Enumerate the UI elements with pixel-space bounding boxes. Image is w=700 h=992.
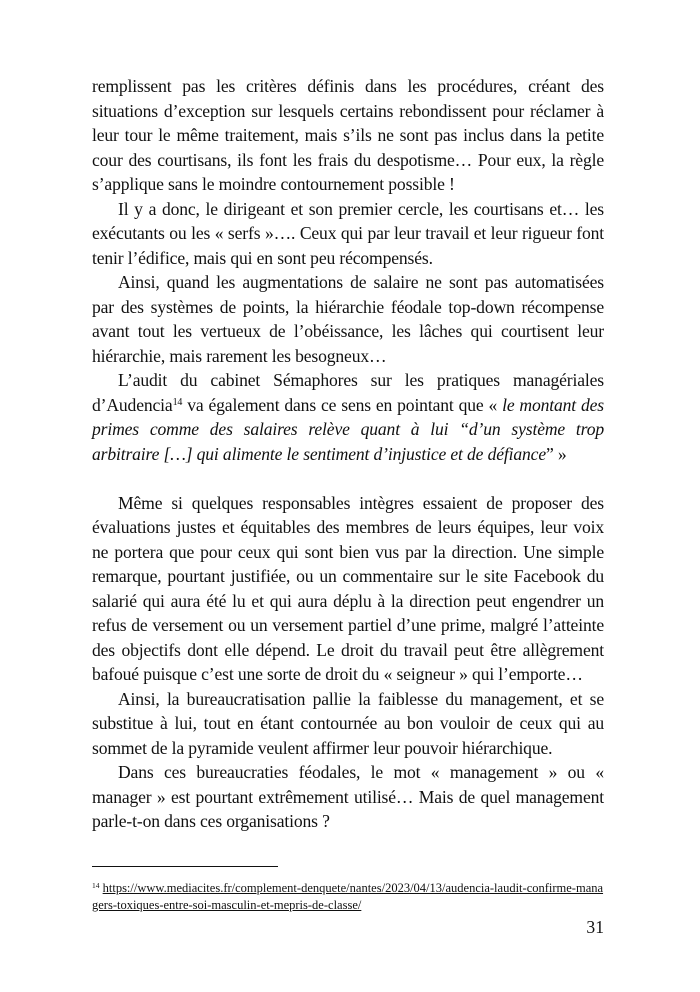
paragraph-1: remplissent pas les critères définis dans les procédures, créant des situations d’exception sur lesquels certains rebondissent pour réclamer à leur tour le même traitement, mais s’ils ne sont pas inclus dans la petite cour des courtisans, ils font les frais du despotisme… Pour eux, la règle s’applique sans le moindre contournement possible ! <box>92 76 604 194</box>
paragraph-5: Même si quelques responsables intègres essaient de proposer des évaluations justes et équitables des membres de leurs équipes, leur voix ne portera que pour ceux qui sont bien vus par la direction. Une simple remarque, pourtant justifiée, ou un commentaire sur le site Facebook du salarié qui aura été lu et qui aura déplu à la direction peut engendrer un refus de versement ou un versement partiel d’une prime, malgré l’atteinte des objectifs dont elle dépend. Le droit du travail peut être allègrement bafoué puisque c’est une sorte de droit du « seigneur » qui l’emporte… <box>92 492 604 684</box>
paragraph-4-audit-quote <box>92 368 604 466</box>
paragraph-7: Dans ces bureaucraties féodales, le mot « management » ou « manager » est pourtant extrêmement utilisé… Mais de quel management parle-t-on dans ces organisations ? <box>92 762 604 831</box>
footnote-divider <box>92 866 278 867</box>
paragraph-3: Ainsi, quand les augmentations de salaire ne sont pas automatisées par des systèmes de points, la hiérarchie féodale top-down récompense avant tout les vertueux de l’obéissance, les lâches qui courtisent leur hiérarchie, mais rarement les besogneux… <box>92 272 604 366</box>
footnote-reference[interactable]: 14 <box>172 396 183 408</box>
paragraph-4-intro: L’audit du cabinet Sémaphores sur les pratiques managériales d’Audencia <box>92 370 604 415</box>
paragraph-gap <box>92 466 604 491</box>
paragraph-4-lead: va également dans ce sens en pointant que « <box>182 394 503 415</box>
footnote-number: 14 <box>92 881 100 890</box>
page-body <box>92 74 604 834</box>
italic-quotation: le montant des primes comme des salaires relève quant à lui “d’un système trop arbitraire […] qui alimente le sentiment d’injustice et de défiance <box>92 394 604 464</box>
footnote <box>92 880 604 914</box>
quotation-closing: ” » <box>545 443 567 464</box>
paragraph-6: Ainsi, la bureaucratisation pallie la faiblesse du management, et se substitue à lui, tout en étant contournée au bon vouloir de ceux qui au sommet de la pyramide veulent affirmer leur pouvoir hiérarchique. <box>92 688 604 758</box>
page-number: 31 <box>586 917 604 937</box>
paragraph-2: Il y a donc, le dirigeant et son premier cercle, les courtisans et… les exécutants ou les « serfs »…. Ceux qui par leur travail et leur rigueur font tenir l’édifice, mais qui en sont peu récompensés. <box>92 198 604 268</box>
footnote-link[interactable]: https://www.mediacites.fr/complement-denquete/nantes/2023/04/13/audencia-laudit-confirme-managers-toxiques-entre-soi-masculin-et-mepris-de-classe/ <box>92 881 604 912</box>
